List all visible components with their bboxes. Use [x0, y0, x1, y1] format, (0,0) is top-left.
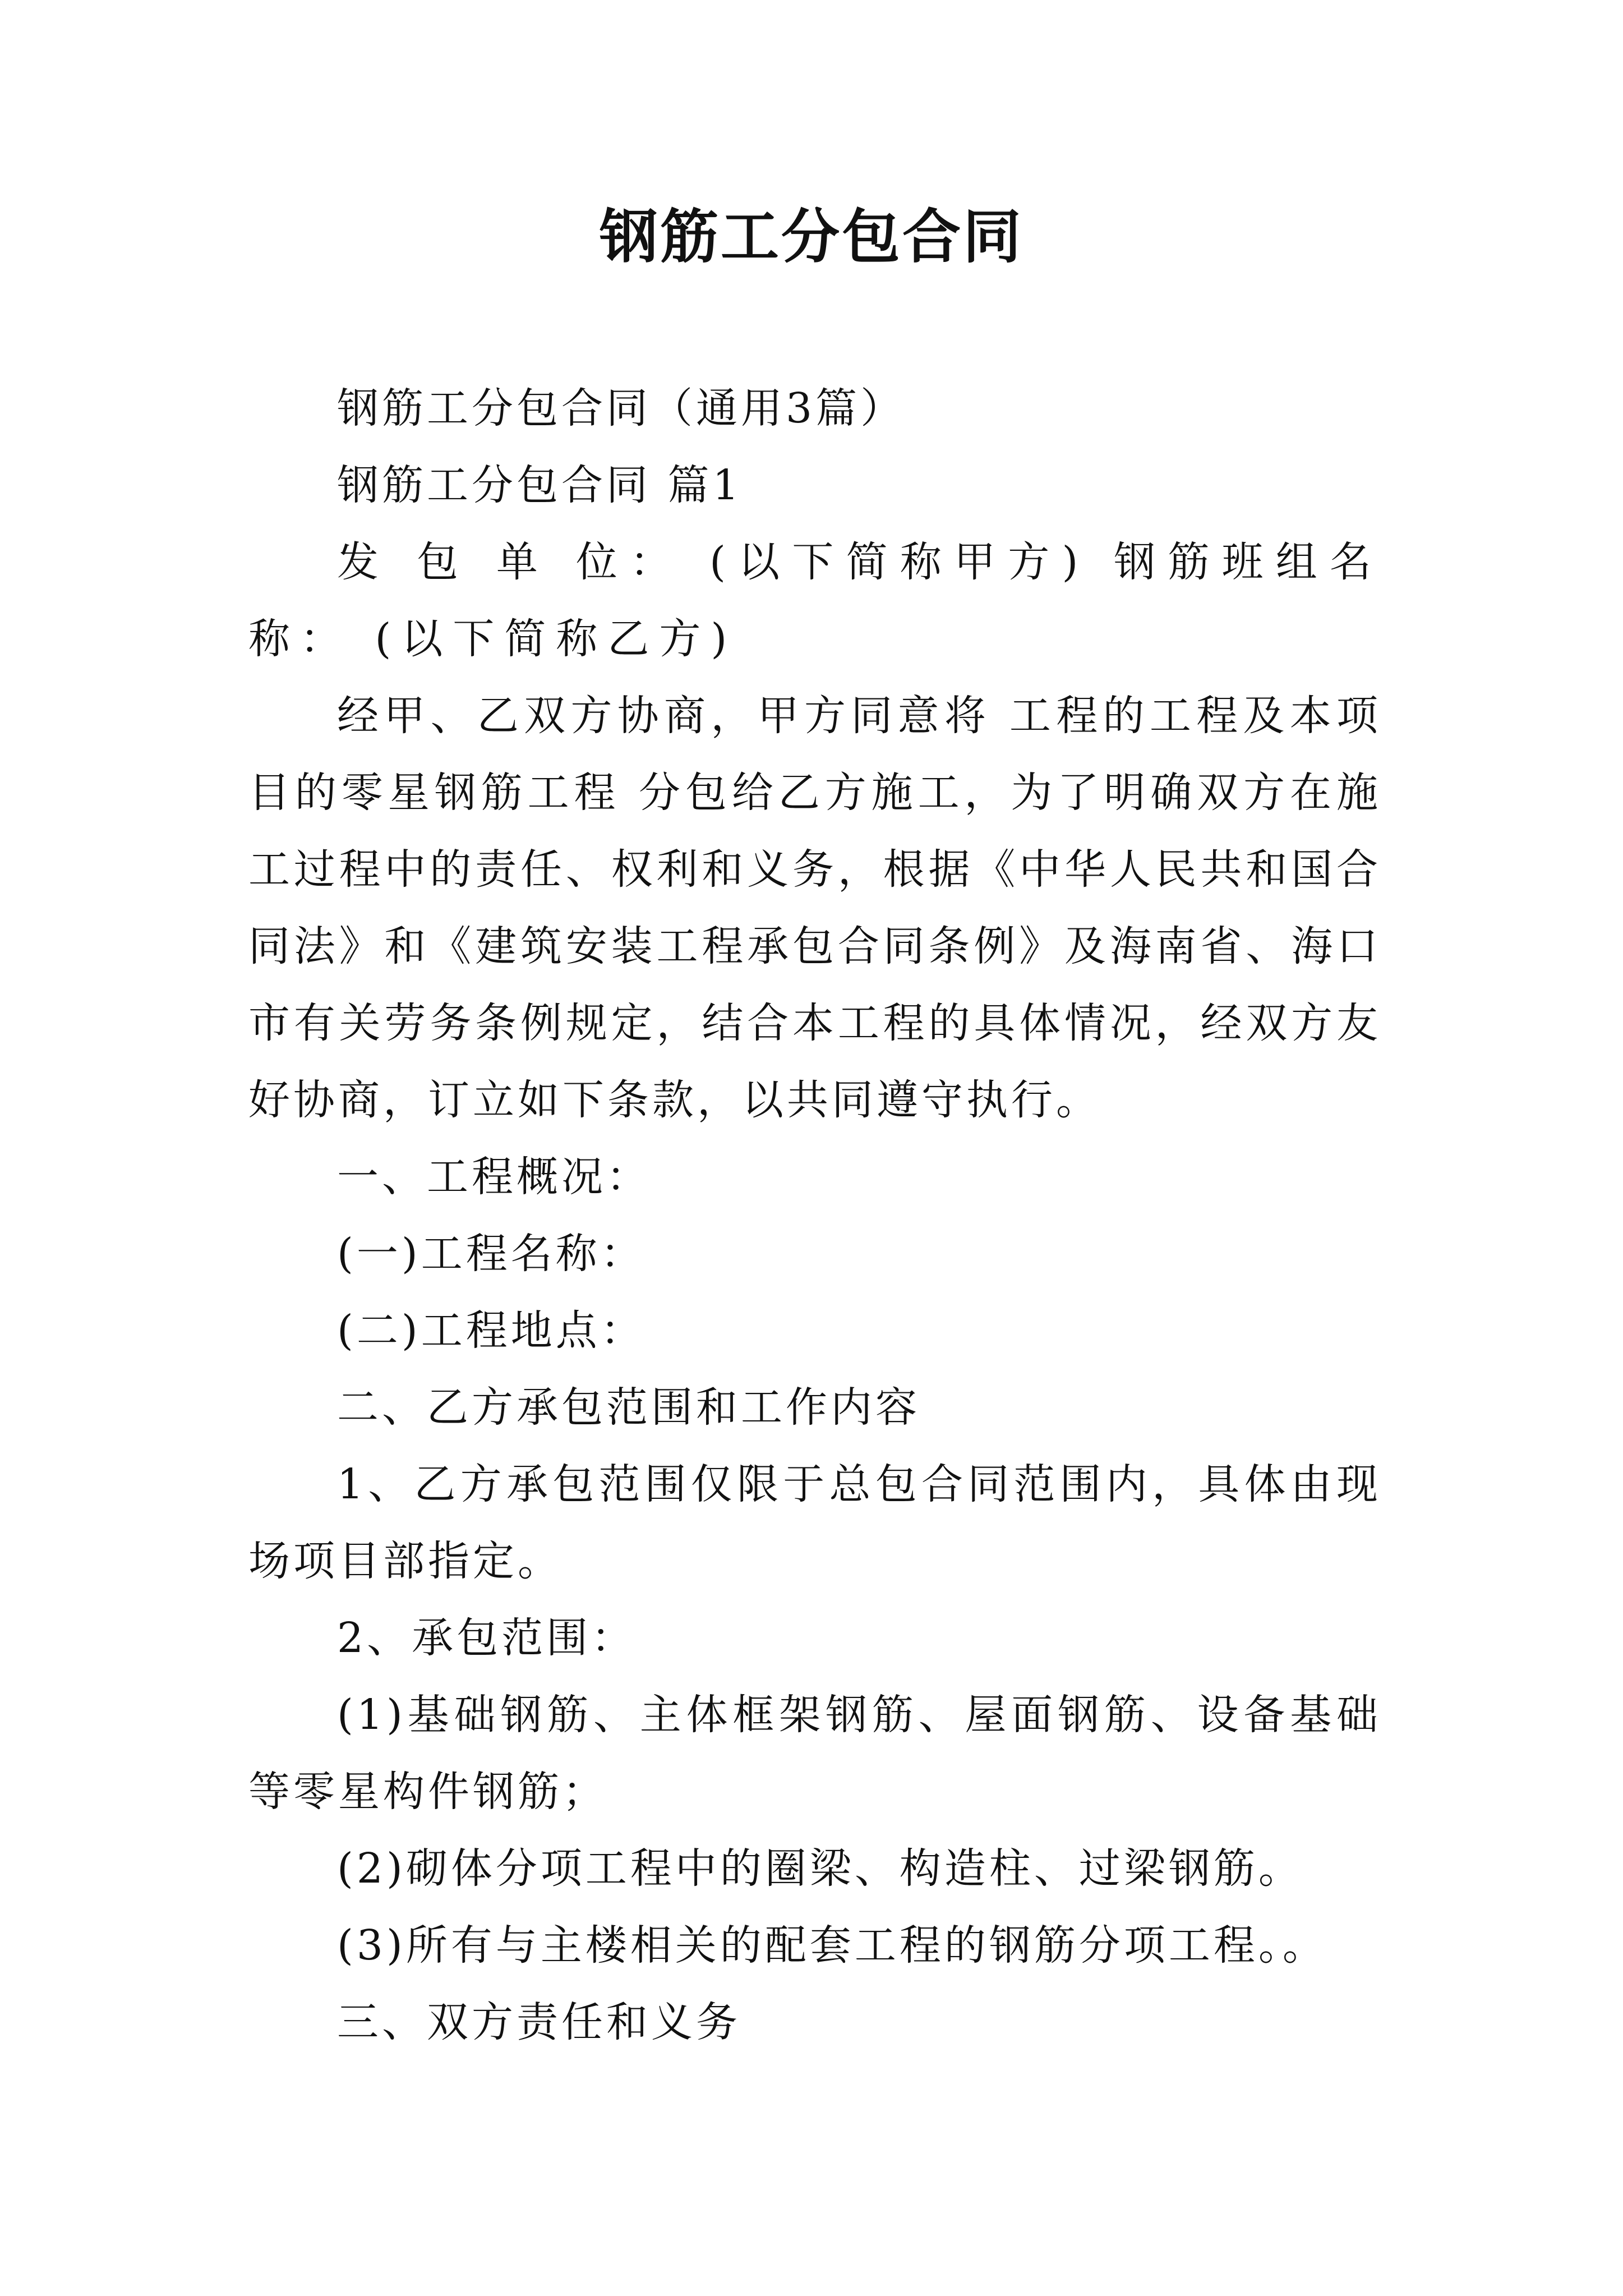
paragraph-scope-item-3: (3)所有与主楼相关的配套工程的钢筋分项工程。。 — [337, 1921, 1327, 1970]
document-title: 钢筋工分包合同 — [599, 202, 1023, 271]
paragraph-scope-2: 2、承包范围： — [337, 1614, 637, 1662]
paragraph-preamble: 经甲、乙双方协商，甲方同意将 工程的工程及本项目的零星钢筋工程 分包给乙方施工，为了明确双方在施工过程中的责任、权利和义务，根据《中华人民共和国合同法》和《建筑安装工程承包合同条例》及海南省、海口市有关劳务条例规定，结合本工程的具体情况，经双方友好协商，订立如下条款，以共同遵守执行。 — [248, 692, 1381, 1124]
paragraph-scope-item-2: (2)砌体分项工程中的圈梁、构造柱、过梁钢筋。 — [337, 1844, 1303, 1893]
document-body — [248, 370, 1381, 2061]
paragraph-heading-scope: 二、乙方承包范围和工作内容 — [337, 1383, 920, 1432]
paragraph-scope-item-1: (1)基础钢筋、主体框架钢筋、屋面钢筋、设备基础等零星构件钢筋； — [248, 1691, 1381, 1816]
paragraph-project-name: (一)工程名称： — [337, 1230, 645, 1278]
paragraph-heading-duties: 三、双方责任和义务 — [337, 1998, 741, 2046]
paragraph-parties: 发 包 单 位： (以下简称甲方) 钢筋班组名称： (以下简称乙方) — [248, 538, 1381, 663]
paragraph-scope-1: 1、乙方承包范围仅限于总包合同范围内，具体由现场项目部指定。 — [248, 1460, 1381, 1585]
paragraph-subtitle: 钢筋工分包合同（通用3篇） — [337, 384, 906, 432]
paragraph-section-heading: 钢筋工分包合同 篇1 — [337, 461, 743, 509]
paragraph-project-location: (二)工程地点： — [337, 1306, 645, 1355]
paragraph-heading-overview: 一、工程概况： — [337, 1153, 651, 1201]
